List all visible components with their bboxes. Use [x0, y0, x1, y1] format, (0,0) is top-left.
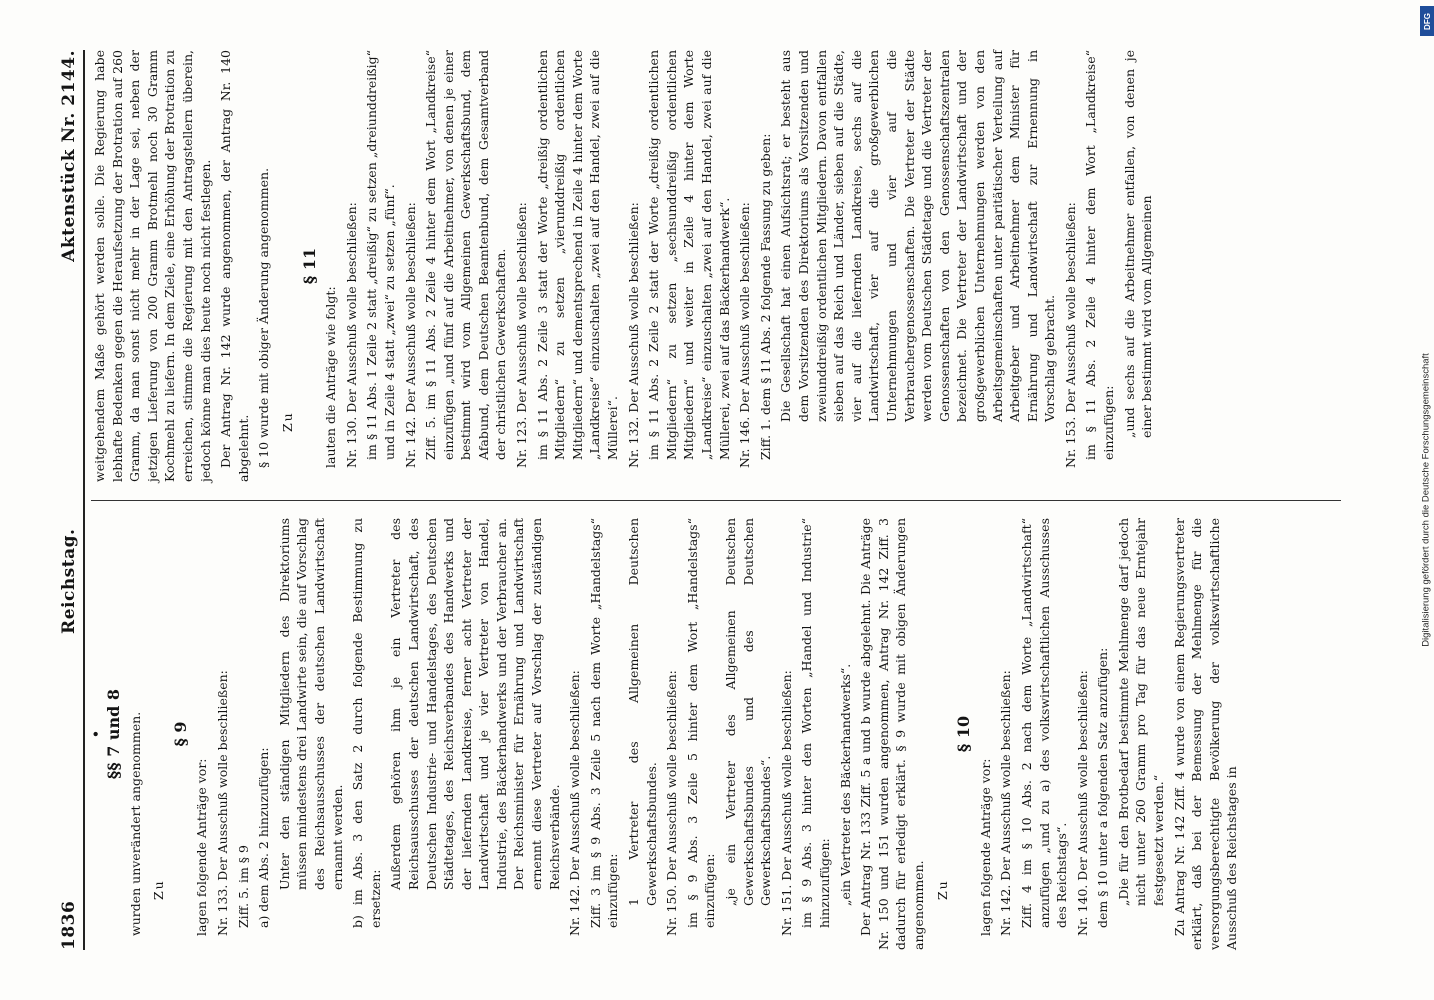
- left-paragraph: Ziff. 5. im § 9: [235, 845, 251, 928]
- right-paragraph: Nr. 153. Der Ausschuß wolle beschließen:: [1062, 202, 1078, 468]
- left-paragraph: Der Antrag Nr. 133 Ziff. 5 a und b wurde abgelehnt. Die Anträge Nr. 150 und 151 wurden angenommen, Antrag Nr. 142 Ziff. 3 dadurch für erledigt erklärt. § 9 wurde mit obigen Änderungen angenommen.: [858, 518, 926, 950]
- right-paragraph: im § 11 Abs. 2 Zeile 4 hinter dem Wort „Landkreise“ einzufügen:: [1083, 50, 1117, 460]
- right-paragraph: „und sechs auf die Arbeitnehmer entfallen, von denen je einer bestimmt wird vom Allgemeinen: [1121, 50, 1155, 438]
- left-section-heading: § 10: [954, 715, 974, 753]
- left-paragraph: b) im Abs. 3 den Satz 2 durch folgende Bestimmung zu ersetzen:: [350, 518, 383, 928]
- left-paragraph: lagen folgende Anträge vor:: [194, 758, 210, 936]
- left-paragraph: Ziff. 4 im § 10 Abs. 2 nach dem Worte „Landwirtschaft“ anzufügen „und zu a) des volkswirtschaftlichen Ausschusses des Reichstags“.: [1018, 518, 1070, 928]
- left-paragraph: lagen folgende Anträge vor:: [977, 758, 993, 936]
- right-paragraph: Nr. 146. Der Ausschuß wolle beschließen:: [737, 202, 753, 468]
- left-paragraph: „ein Vertreter des Bäckerhandwerks“.: [837, 663, 853, 906]
- left-paragraph: Nr. 151. Der Ausschuß wolle beschließen:: [778, 670, 794, 936]
- left-paragraph: Nr. 142. Der Ausschuß wolle beschließen:: [998, 670, 1014, 936]
- digitization-notice-text: Digitalisierung gefördert durch die Deutsche Forschungsgemeinschaft: [1420, 353, 1432, 647]
- dfg-logo: DFG: [1420, 6, 1434, 36]
- left-paragraph: im § 9 Abs. 3 hinter den Worten „Handel und Industrie“ hinzuzufügen:: [799, 518, 832, 928]
- left-paragraph: Ziff. 3 im § 9 Abs. 3 Zeile 5 nach dem Worte „Handelstags“ einzufügen:: [587, 518, 621, 928]
- right-paragraph: Zu: [279, 411, 295, 432]
- left-paragraph: Unter den ständigen Mitgliedern des Direktoriums müssen mindestens drei Landwirte sein, die auf Vorschlag des Reichsausschusses der deutschen Landwirtschaft ernannt werden.: [276, 518, 345, 890]
- left-section-heading: § 9: [170, 721, 190, 747]
- left-paragraph: wurden unverändert angenommen.: [127, 711, 143, 936]
- right-paragraph: im § 11 Abs. 2 Zeile 3 statt der Worte „dreißig ordentlichen Mitgliedern“ zu setzen „vierunddreißig ordentlichen Mitgliedern“ und dementsprechend in Zeile 4 hinter dem Worte „Landkreise“ einzuschalten „zwei auf den Handel, zwei auf die Müllerei“.: [534, 50, 621, 460]
- right-paragraph: Ziff. 5. im § 11 Abs. 2 Zeile 4 hinter dem Wort „Landkreise“ einzufügen „und fünf auf die Arbeitnehmer, von denen je einer bestimmt wird vom Allgemeinen Gewerkschaftsbund, dem Afabund, dem Deutschen Beamtenbund, dem Gesamtverband der christlichen Gewerkschaften.: [423, 50, 509, 460]
- left-paragraph: Zu: [151, 879, 167, 900]
- right-paragraph: Nr. 123. Der Ausschuß wolle beschließen:: [514, 202, 530, 468]
- page-number: 1836: [59, 900, 80, 950]
- rotated-document-page: [45, 50, 1355, 950]
- header-rule: [83, 50, 85, 950]
- left-paragraph: Zu Antrag Nr. 142 Ziff. 4 wurde von einem Regierungsvertreter erklärt, daß bei der Bemessung der Mehlmenge für die versorgungsberechtigte Bevölkerung der volkswirtschaftliche Ausschuß des Reichstages in: [1171, 518, 1240, 950]
- right-paragraph: im § 11 Abs. 2 Zeile 2 statt der Worte „dreißig ordentlichen Mitgliedern“ zu setzen „sechsunddreißig ordentlichen Mitgliedern“ und weiter in Zeile 4 hinter dem Worte „Landkreise“ einzuschalten „zwei auf den Handel, zwei auf die Müllerei, zwei auf das Bäckerhandwerk“.: [646, 50, 732, 460]
- right-section-heading: § 11: [299, 247, 319, 285]
- right-paragraph: Ziff. 1. dem § 11 Abs. 2 folgende Fassung zu geben:: [757, 133, 773, 460]
- right-paragraph: § 10 wurde mit obiger Änderung angenommen.: [256, 167, 272, 468]
- right-paragraph: weitgehendem Maße gehört werden solle. Die Regierung habe lebhafte Bedenken gegen die Heraufsetzung der Brotration auf 260 Gramm, da man sonst nicht mehr in der Lage sei, neben der jetzigen Lieferung von 200 Gramm Brotmehl noch 30 Gramm Kochmehl zu liefern. In dem Ziele, eine Erhöhung der Brotration zu erreichen, stimme die Regierung mit den Antragstellern überein, jedoch könne man dies heute noch nicht festlegen.: [92, 50, 213, 482]
- right-paragraph: Nr. 132. Der Ausschuß wolle beschließen:: [625, 202, 641, 468]
- left-paragraph: „Die für den Brotbedarf bestimmte Mehlmenge darf jedoch nicht unter 260 Gramm pro Tag für das neue Erntejahr festgesetzt werden.“: [1115, 518, 1167, 906]
- left-column: [88, 518, 1346, 950]
- running-head: [45, 50, 79, 950]
- left-paragraph: „je ein Vertreter des Allgemeinen Deutschen Gewerkschaftsbundes und des Deutschen Gewerkschaftsbundes“.: [723, 518, 774, 906]
- left-paragraph: Außerdem gehören ihm je ein Vertreter des Reichsausschusses der deutschen Landwirtschaft, des Deutschen Industrie- und Handelstages, des Deutschen Städtetages, des Reichsverbandes des Handwerks und der liefernden Landkreise, ferner acht Vertreter der Landwirtschaft und je vier Vertreter von Handel, Industrie, des Bäckerhandwerks und der Verbraucher an. Der Reichsminister für Ernährung und Landwirtschaft ernennt diese Vertreter auf Vorschlag der zuständigen Reichsverbände.: [388, 518, 562, 890]
- left-paragraph: a) dem Abs. 2 hinzuzufügen:: [256, 747, 272, 928]
- left-paragraph: Nr. 150. Der Ausschuß wolle beschließen:: [664, 670, 680, 936]
- column-divider: [91, 500, 1341, 501]
- left-paragraph: dem § 10 unter a folgenden Satz anzufügen:: [1095, 647, 1111, 928]
- left-paragraph: Zu: [934, 879, 950, 900]
- right-paragraph: lauten die Anträge wie folgt:: [323, 286, 339, 468]
- right-paragraph: im § 11 Abs. 1 Zeile 2 statt „dreißig“ zu setzen „dreiunddreißig“ und in Zeile 4 statt „zwei“ zu setzen „fünf“.: [364, 50, 397, 460]
- digitization-notice: [1418, 8, 1434, 992]
- left-paragraph: •: [88, 730, 103, 738]
- left-paragraph: 1 Vertreter des Allgemeinen Deutschen Gewerkschaftsbundes.: [626, 518, 659, 906]
- left-section-heading: §§ 7 und 8: [104, 688, 123, 780]
- document-number: Aktenstück Nr. 2144.: [59, 50, 80, 262]
- right-column: [91, 50, 1346, 482]
- right-paragraph: Die Gesellschaft hat einen Aufsichtsrat; er besteht aus dem Vorsitzenden des Direktoriums als Vorsitzenden und zweiunddreißig ordentlichen Mitgliedern. Davon entfallen sieben auf das Reich und Länder, sieben auf die Städte, vier auf die liefernden Landkreise, sechs auf die Landwirtschaft, vier auf die großgewerblichen Unternehmungen und vier auf die Verbrauchergenossenschaften. Die Vertreter der Städte werden vom Deutschen Städtetage und die Vertreter der Genossenschaften von den Genossenschaftszentralen bezeichnet. Die Vertreter der Landwirtschaft und der großgewerblichen Unternehmungen werden von den Arbeitsgemeinschaften unter paritätischer Verteilung auf Arbeitgeber und Arbeitnehmer dem Minister für Ernährung und Landwirtschaft zur Ernennung in Vorschlag gebracht.: [778, 50, 1058, 422]
- right-paragraph: Nr. 130. Der Ausschuß wolle beschließen:: [343, 202, 359, 468]
- left-paragraph: Nr. 133. Der Ausschuß wolle beschließen:: [214, 670, 230, 936]
- left-paragraph: Nr. 140. Der Ausschuß wolle beschließen:: [1074, 670, 1090, 936]
- right-paragraph: Nr. 142. Der Ausschuß wolle beschließen:: [402, 202, 418, 468]
- right-paragraph: Der Antrag Nr. 142 wurde angenommen, der Antrag Nr. 140 abgelehnt.: [218, 50, 251, 482]
- left-paragraph: Nr. 142. Der Ausschuß wolle beschließen:: [567, 670, 583, 936]
- publication-title: Reichstag.: [59, 528, 80, 634]
- left-paragraph: im § 9 Abs. 3 Zeile 5 hinter dem Wort „Handelstags“ einzufügen:: [684, 518, 718, 928]
